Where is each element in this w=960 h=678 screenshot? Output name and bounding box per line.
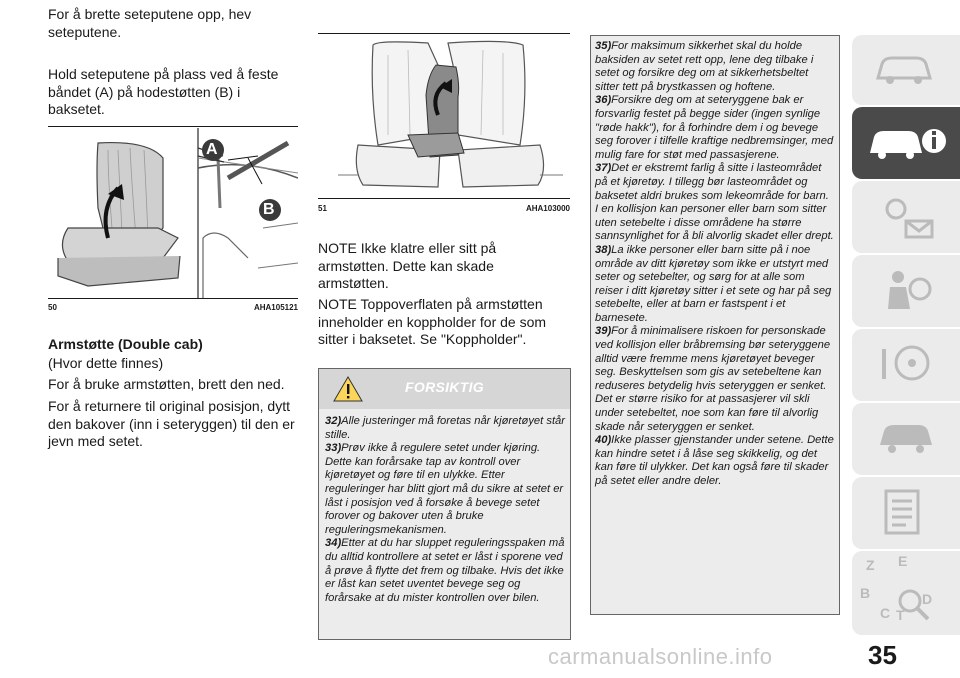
warning-number: 38) [595, 243, 612, 256]
warning-number: 35) [595, 40, 612, 52]
figure-51-top-rule [318, 33, 570, 34]
chapter-tab-technical-data[interactable] [852, 477, 960, 549]
figure-50-top-rule [48, 126, 298, 127]
warning-text: Det er ekstremt farlig å sitte i lasteområdet på et kjøretøy. I tillegg bør lasteområdet og baksetet aldri brukes som lekeområde for barn. I en kollisjon kan personer eller barn som sitter uten setebelte i disse områdene ha større sannsynlighet for å bli alvorlig skadet eller drept. [595, 162, 834, 243]
paragraph-return-armrest: For å returnere til original posisjon, dytt den bakover (inn i seteryggen) til den er jevn med setet. [48, 398, 295, 449]
warning-item [325, 415, 565, 442]
figure-50-seat-cushion [48, 128, 298, 298]
chapter-tab-starting-driving[interactable] [852, 329, 960, 401]
figure-51-armrest [318, 35, 570, 198]
chapter-tab-emergency[interactable] [852, 403, 960, 475]
chapter-tab-warning-lights[interactable] [852, 181, 960, 253]
figure-51-id: AHA103000 [525, 204, 570, 213]
page-number: 35 [868, 640, 897, 670]
warning-number: 33) [325, 442, 342, 455]
warning-item [595, 40, 835, 94]
armrest-illustration [318, 35, 570, 198]
car-emergency-icon [876, 415, 936, 465]
warning-item [595, 434, 835, 488]
figure-51-number: 51 [318, 204, 327, 213]
chapter-tab-safety[interactable] [852, 255, 960, 327]
car-info-icon [868, 123, 948, 163]
warning-number: 39) [595, 325, 612, 338]
warning-title: FORSIKTIG [405, 379, 484, 395]
paragraph-hold-seats: Hold seteputene på plass ved å feste båndet (A) på hodestøtten (B) i baksetet. [48, 66, 279, 117]
warning-text: Etter at du har sluppet reguleringsspaken må du alltid kontrollere at setet er låst i sporene ved å prøve å flytte det frem og tilbake. Hvis det ikke er låst kan setet uventet bevege seg og forårsake at du mister kontrollen over bilen. [325, 537, 565, 604]
index-letter: T [896, 607, 905, 623]
figure-50-id: AHA105121 [253, 303, 298, 312]
warning-list-right [595, 40, 835, 489]
car-dashboard-icon [874, 50, 934, 90]
warning-text: Forsikre deg om at seteryggene bak er forsvarlig festet på begge sider (ingen synlige "røde hakk"), for å forhindre dem i og bevege seg forover i tilfelle kraftige nedbremsinger, med mulig fare for støt med passasjerene. [595, 94, 834, 161]
warning-item [325, 442, 565, 537]
warning-item [325, 537, 565, 605]
warning-number: 34) [325, 537, 342, 550]
index-letter: D [922, 591, 933, 607]
warning-item [595, 325, 835, 434]
index-letter: E [898, 553, 908, 569]
warning-number: 36) [595, 94, 612, 107]
technical-data-icon [880, 487, 930, 537]
figure-51-bottom-rule [318, 198, 570, 199]
index-letter: C [880, 605, 891, 621]
airbag-safety-icon [876, 265, 936, 315]
callout-a-label: A [206, 141, 218, 158]
warning-box-continued [590, 35, 840, 615]
warning-text: Alle justeringer må foretas når kjøretøyet står stille. [325, 415, 565, 441]
warning-number: 32) [325, 415, 342, 427]
warning-text: Ikke plasser gjenstander under setene. Dette kan hindre setet i å låse seg skikkelig, og det kan føre til ulykker. Det kan også føre til skader på setet eller andre deler. [595, 434, 834, 487]
figure-51-caption [318, 204, 570, 213]
chapter-sidebar [852, 35, 960, 635]
warning-text: For å minimalisere riskoen for personskade ved kollisjon eller bråbremsing bør seteryggene alltid være fremme mens kjøretøyet beveger seg. Beskyttelsen som gis av setebeltene kan reduseres betydelig hvis seteryggen er senket. Det er større risiko for at passasjerer vil skli under setebeltet, noe som kan føre til alvorlig skade når seteryggen er senket. [595, 325, 831, 433]
paragraph-availability: (Hvor dette finnes) [48, 355, 164, 371]
figure-50-bottom-rule [48, 298, 298, 299]
warning-item [595, 162, 835, 244]
warning-item [595, 94, 835, 162]
steering-wheel-icon [876, 339, 936, 389]
chapter-tab-knowing-vehicle[interactable] [852, 107, 960, 179]
paragraph-use-armrest: For å bruke armstøtten, brett den ned. [48, 376, 285, 392]
figure-50-caption [48, 303, 298, 312]
watermark: carmanualsonline.info [548, 644, 773, 669]
index-letter: Z [866, 557, 875, 573]
warning-text: Prøv ikke å regulere setet under kjøring. Dette kan forårsake tap av kontroll over kjøretøyet og føre til en ulykke. Etter reguleringer har blitt gjort må du sikre at setet er låst i posisjon ved å forsøke å bevege setet forover og bakover uten å bruke reguleringsmekanismen. [325, 442, 564, 536]
chapter-tab-dashboard[interactable] [852, 35, 960, 105]
note-do-not-climb: NOTE Ikke klatre eller sitt på armstøtten. Dette kan skade armstøtten. [318, 240, 497, 291]
warning-box-caution [318, 368, 571, 640]
warning-text: La ikke personer eller barn sitte på i noe område av ditt kjøretøy som ikke er utstyrt med seter og setebelter, og sørg for at alle som reiser i ditt kjøretøy sitter i et sete og har på seg setebelte, eller at barn er fastspent i et barnesete. [595, 243, 832, 324]
figure-50-number: 50 [48, 303, 57, 312]
callout-b-label: B [263, 201, 275, 218]
seat-fold-illustration [48, 128, 298, 298]
chapter-tab-index[interactable] [852, 551, 960, 635]
index-letter: B [860, 585, 871, 601]
warning-text: For maksimum sikkerhet skal du holde baksiden av setet rett opp, lene deg tilbake i setet og forsikre deg om at sikkerhetsbeltet sitter tett på brystkassen og hoftene. [595, 40, 814, 93]
warning-number: 37) [595, 162, 612, 175]
paragraph-fold-seats: For å brette seteputene opp, hev seteputene. [48, 6, 252, 40]
warning-list-left [325, 415, 565, 605]
warning-number: 40) [595, 434, 612, 447]
warning-lights-icon [876, 191, 936, 241]
warning-item [595, 244, 835, 326]
note-cupholder: NOTE Toppoverflaten på armstøtten inneholder en koppholder for de som sitter i baksetet. Se "Koppholder". [318, 296, 547, 347]
warning-header [319, 369, 570, 409]
section-heading-armrest: Armstøtte (Double cab) [48, 336, 203, 352]
